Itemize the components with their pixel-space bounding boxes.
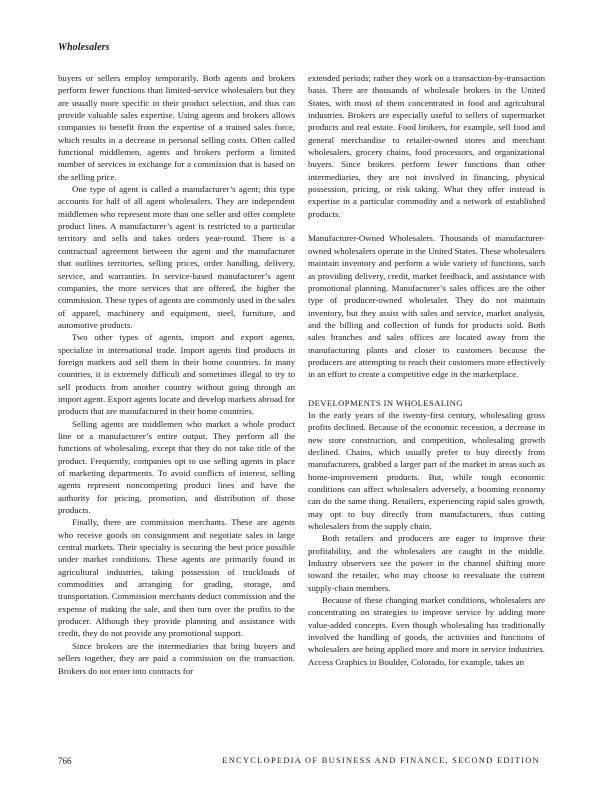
paragraph-developments-1: In the early years of the twenty-first century, wholesaling gross profits declined. Because of the economic recession, a decrease in new store construction, and competition, wholesaling growth declined. Chains, which usually prefer to buy directly from manufacturers, grabbed a larger part of the market in areas such as home-improvement products. But, while tough economic conditions can affect wholesalers adversely, a booming economy can do the same thing. Retailers, experiencing rapid sales growth, may opt to buy directly from manufacturers, thus cutting wholesalers from the supply chain.: [308, 409, 545, 532]
paragraph-developments-2: Both retailers and producers are eager to improve their profitability, and the wholesalers are caught in the middle. Industry observers see the power in the channel shifting more toward the retailer, who may choose to reevaluate the current supply-chain members.: [308, 533, 545, 593]
paragraph-brokers: Since brokers are the intermediaries that bring buyers and sellers together, they are paid a commission on the transaction. Brokers do not enter into contracts for: [58, 640, 295, 676]
paragraph-selling-agents: Selling agents are middlemen who market a whole product line or a manufacturer’s entire output. They perform all the functions of wholesaling, except that they do not take title of the product. Frequently, companies opt to use selling agents in place of marketing departments. To avoid conflicts of interest, selling agents represent noncompeting product lines and have the authority for pricing, promotion, and distribution of those products.: [58, 418, 295, 516]
run-in-text: Thousands of manufacturer-owned wholesalers operate in the United States. These wholesalers maintain inventory and perform a wide variety of functions, such as providing delivery, credit, market feedback, and assistance with promotional planning. Manufacturer’s sales offices are the other type of producer-owned wholesaler. They do not maintain inventory, but they assist with sales and service, market analysis, and the billing and collection of funds for products sold. Both sales branches and sales offices are located away from the manufacturing plants and closer to customers because the producers are attempting to reach their customers more effectively in an effort to create a competitive edge in the marketplace.: [308, 233, 546, 380]
paragraph-manufacturers-agent: One type of agent is called a manufacturer’s agent; this type accounts for half of all agent wholesalers. They are independent middlemen who represent more than one seller and offer complete product lines. A manufacturer’s agent is restricted to a particular territory and sells and takes orders year-round. There is a contractual agreement between the agent and the manufacturer that outlines territories, selling prices, order handling, delivery, service, and warranties. In service-based manufacturer’s agent companies, the more services that are offered, the higher the commission. These types of agents are commonly used in the sales of apparel, machinery and equipment, steel, furniture, and automotive products.: [58, 184, 295, 330]
running-head: Wholesalers: [58, 42, 110, 53]
paragraph-developments-3: Because of these changing market conditions, wholesalers are concentrating on strategies to improve service by adding more value-added concepts. Even though wholesaling has traditionally involved the handling of goods, the activities and functions of wholesalers are being applied more and more in service industries. Access Graphics in Boulder, Colorado, for example, takes an: [308, 595, 545, 667]
left-column: [58, 72, 295, 677]
page-footer: [58, 756, 540, 766]
paragraph-commission-merchants: Finally, there are commission merchants. These are agents who receive goods on consignment and negotiate sales in large central markets. Their specialty is securing the best price possible under market conditions. These agents are primarily found in agricultural industries, taking possession of truckloads of commodities and arranging for grading, storage, and transportation. Commission merchants deduct commission and the expense of making the sale, and then turn over the profits to the producer. Although they provide planning and assistance with credit, they do not provide any promotional support.: [58, 517, 295, 639]
page-number: 766: [58, 756, 72, 766]
paragraph-continued: buyers or sellers employ temporarily. Both agents and brokers perform fewer functions than limited-service wholesalers but they are usually more specific in their product selection, and thus can provide valuable sales expertise. Using agents and brokers allows companies to benefit from the expertise of a trained sales force, which results in a decrease in personal selling costs. Often called functional middlemen, agents and brokers perform a limited number of services in exchange for a commission that is based on the selling price.: [58, 73, 295, 182]
book-title: ENCYCLOPEDIA OF BUSINESS AND FINANCE, SECOND EDITION: [222, 756, 540, 765]
run-in-heading: Manufacturer-Owned Wholesalers.: [308, 233, 436, 244]
right-column: [308, 72, 545, 668]
section-heading-developments: DEVELOPMENTS IN WHOLESALING: [308, 397, 463, 408]
paragraph-manufacturer-owned: [308, 232, 545, 380]
paragraph-brokers-continued: extended periods; rather they work on a transaction-by-transaction basis. There are thousands of wholesale brokers in the United States, with most of them concentrated in food and agricultural industries. Brokers are especially useful to sellers of supermarket products and real estate. Food brokers, for example, sell food and general merchandise to retailer-owned stores and merchant wholesalers, grocery chains, food processors, and organizational buyers. Since brokers perform fewer functions than other intermediaries, they are not involved in financing, physical possession, pricing, or risk taking. What they offer instead is expertise in a particular commodity and a network of established products.: [308, 73, 545, 219]
paragraph-import-export-agents: Two other types of agents, import and export agents, specialize in international trade. Import agents find products in foreign markets and sell them in their home countries. In many countries, it is extremely difficult and sometimes illegal to try to sell products from another country without going through an import agent. Export agents locate and develop markets abroad for products that are manufactured in their home countries.: [58, 332, 295, 417]
